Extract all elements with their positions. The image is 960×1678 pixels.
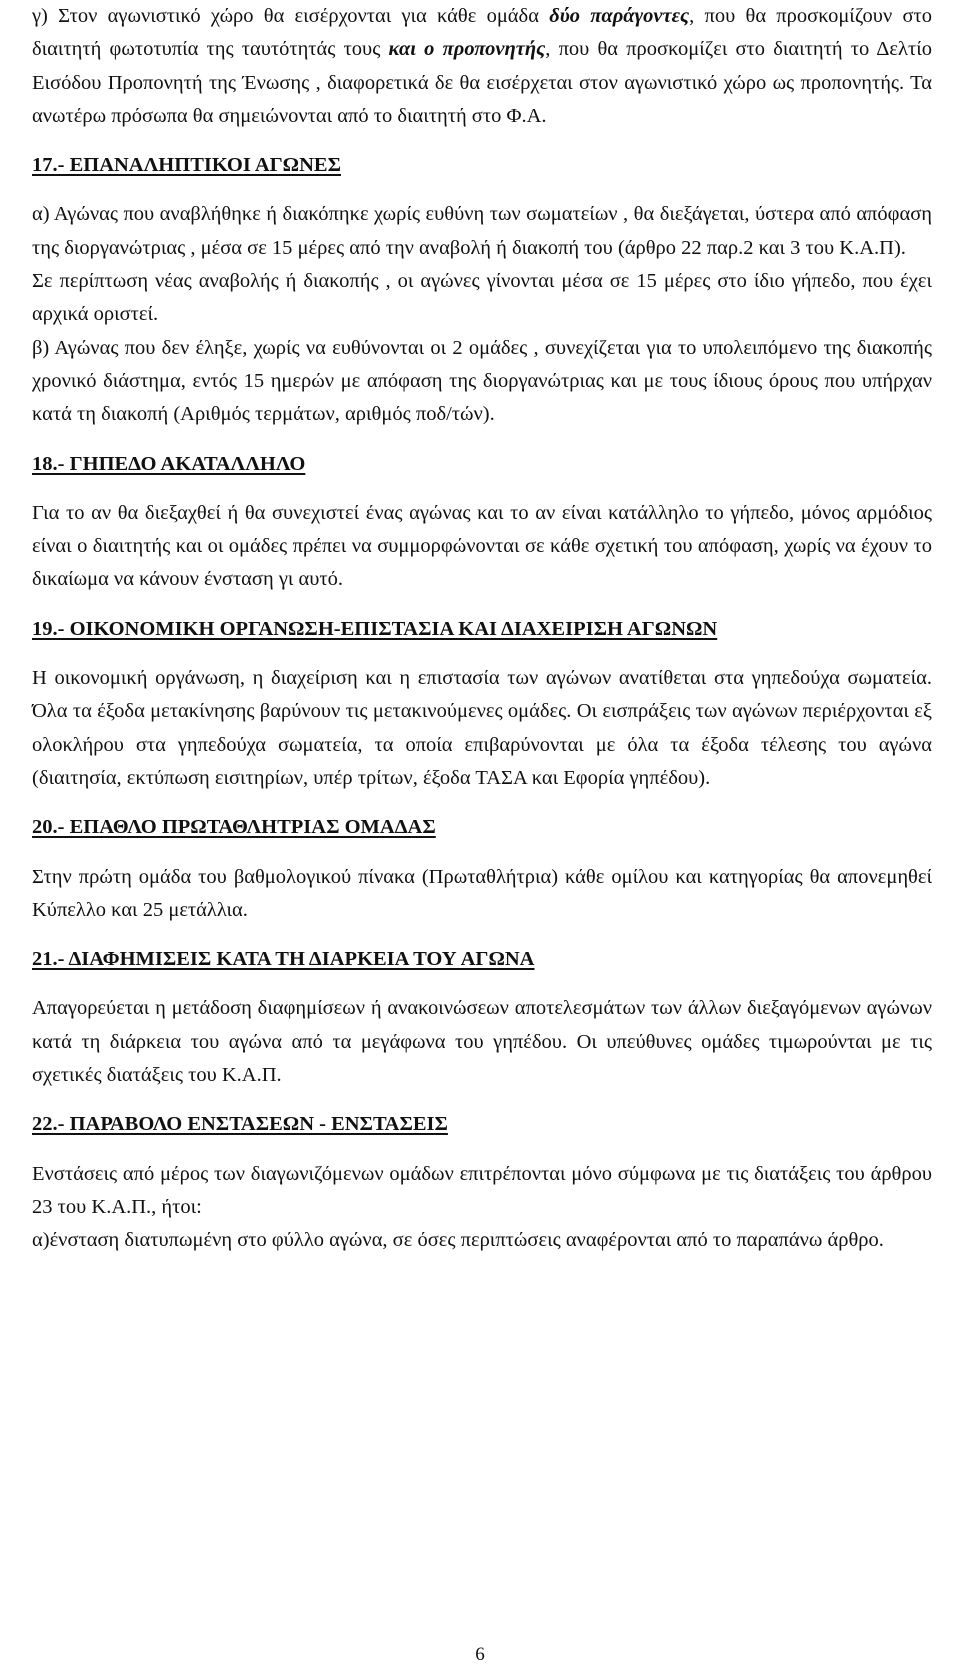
section-22-paragraph: Ενστάσεις από μέρος των διαγωνιζόμενων ομάδων επιτρέπονται μόνο σύμφωνα με τις διατάξεις του άρθρου 23 του Κ.Α.Π., ήτοι: <box>32 1162 932 1218</box>
section-18-paragraph: Για το αν θα διεξαχθεί ή θα συνεχιστεί ένας αγώνας και το αν είναι κατάλληλο το γήπεδο, μόνος αρμόδιος είναι ο διαιτητής και οι ομάδες πρέπει να συμμορφώνονται σε κάθε σχετική του απόφαση, χωρίς να έχουν το δικαίωμα να κάνουν ένσταση γι αυτό. <box>32 501 932 591</box>
section-20-heading: 20.- ΕΠΑΘΛΟ ΠΡΩΤΑΘΛΗΤΡΙΑΣ ΟΜΑΔΑΣ <box>32 816 436 839</box>
intro-bold-1: δύο παράγοντες <box>549 5 690 27</box>
section-19-heading: 19.- ΟΙΚΟΝΟΜΙΚΗ ΟΡΓΑΝΩΣΗ-ΕΠΙΣΤΑΣΙΑ ΚΑΙ ΔΙΑΧΕΙΡΙΣΗ ΑΓΩΝΩΝ <box>32 617 718 640</box>
section-20-paragraph: Στην πρώτη ομάδα του βαθμολογικού πίνακα (Πρωταθλήτρια) κάθε ομίλου και κατηγορίας θα απονεμηθεί Κύπελλο και 25 μετάλλια. <box>32 865 932 921</box>
document-body <box>32 0 932 1258</box>
intro-text-2: , που θα προσκομίζουν στο διαιτητή φωτοτυπία της ταυτότητάς τους <box>32 5 932 61</box>
section-17-paragraph-b: β) Αγώνας που δεν έληξε, χωρίς να ευθύνονται οι 2 ομάδες , συνεχίζεται για το υπολειπόμενο της διακοπής χρονικό διάστημα, εντός 15 ημερών με απόφαση της διοργανώτριας και με τους ίδιους όρους που υπήρχαν κατά τη διακοπή (Αριθμός τερμάτων, αριθμός ποδ/τών). <box>32 336 932 426</box>
section-17-paragraph-postponement: Σε περίπτωση νέας αναβολής ή διακοπής , οι αγώνες γίνονται μέσα σε 15 μέρες στο ίδιο γήπεδο, που έχει αρχικά οριστεί. <box>32 270 932 326</box>
intro-paragraph <box>32 0 932 133</box>
section-19-paragraph: Η οικονομική οργάνωση, η διαχείριση και η επιστασία των αγώνων ανατίθεται στα γηπεδούχα σωματεία. Όλα τα έξοδα μετακίνησης βαρύνουν τις μετακινούμενες ομάδες. Οι εισπράξεις των αγώνων περιέρχονται εξ ολοκλήρου στα γηπεδούχα σωματεία, τα οποία επιβαρύνονται με όλα τα έξοδα τέλεσης του αγώνα (διαιτησία, εκτύπωση εισιτηρίων, υπέρ τρίτων, έξοδα ΤΑΣΑ και Εφορία γηπέδου). <box>32 667 932 789</box>
intro-bold-2: και ο προπονητής <box>388 38 546 61</box>
section-17-heading: 17.- ΕΠΑΝΑΛΗΠΤΙΚΟΙ ΑΓΩΝΕΣ <box>32 154 341 177</box>
section-21-paragraph: Απαγορεύεται η μετάδοση διαφημίσεων ή ανακοινώσεων αποτελεσμάτων των άλλων διεξαγόμενων αγώνων κατά τη διάρκεια του αγώνα από τα μεγάφωνα του γηπέδου. Οι υπεύθυνες ομάδες τιμωρούνται με τις σχετικές διατάξεις του Κ.Α.Π. <box>32 997 932 1087</box>
section-22-paragraph-a: α)ένσταση διατυπωμένη στο φύλλο αγώνα, σε όσες περιπτώσεις αναφέρονται από το παραπάνω άρθρο. <box>32 1229 884 1252</box>
section-18-heading: 18.- ΓΗΠΕΔΟ ΑΚΑΤΑΛΛΗΛΟ <box>32 452 306 475</box>
page-number: 6 <box>475 1644 485 1665</box>
intro-text-1: γ) Στον αγωνιστικό χώρο θα εισέρχονται για κάθε ομάδα <box>32 5 550 27</box>
intro-text-3: , που θα προσκομίζει στο διαιτητή το Δελτίο Εισόδου Προπονητή της Ένωσης , διαφορετικά δε θα εισέρχεται στον αγωνιστικό χώρο ως προπονητής. Τα ανωτέρω πρόσωπα θα σημειώνονται από το διαιτητή στο Φ.Α. <box>32 38 932 127</box>
section-21-heading: 21.- ΔΙΑΦΗΜΙΣΕΙΣ ΚΑΤΑ ΤΗ ΔΙΑΡΚΕΙΑ ΤΟΥ ΑΓΩΝΑ <box>32 948 535 971</box>
section-22-heading: 22.- ΠΑΡΑΒΟΛΟ ΕΝΣΤΑΣΕΩΝ - ΕΝΣΤΑΣΕΙΣ <box>32 1113 448 1136</box>
section-17-paragraph-a: α) Αγώνας που αναβλήθηκε ή διακόπηκε χωρίς ευθύνη των σωματείων , θα διεξάγεται, ύστερα από απόφαση της διοργανώτριας , μέσα σε 15 μέρες από την αναβολή ή διακοπή του (άρθρο 22 παρ.2 και 3 του Κ.Α.Π). <box>32 203 932 259</box>
